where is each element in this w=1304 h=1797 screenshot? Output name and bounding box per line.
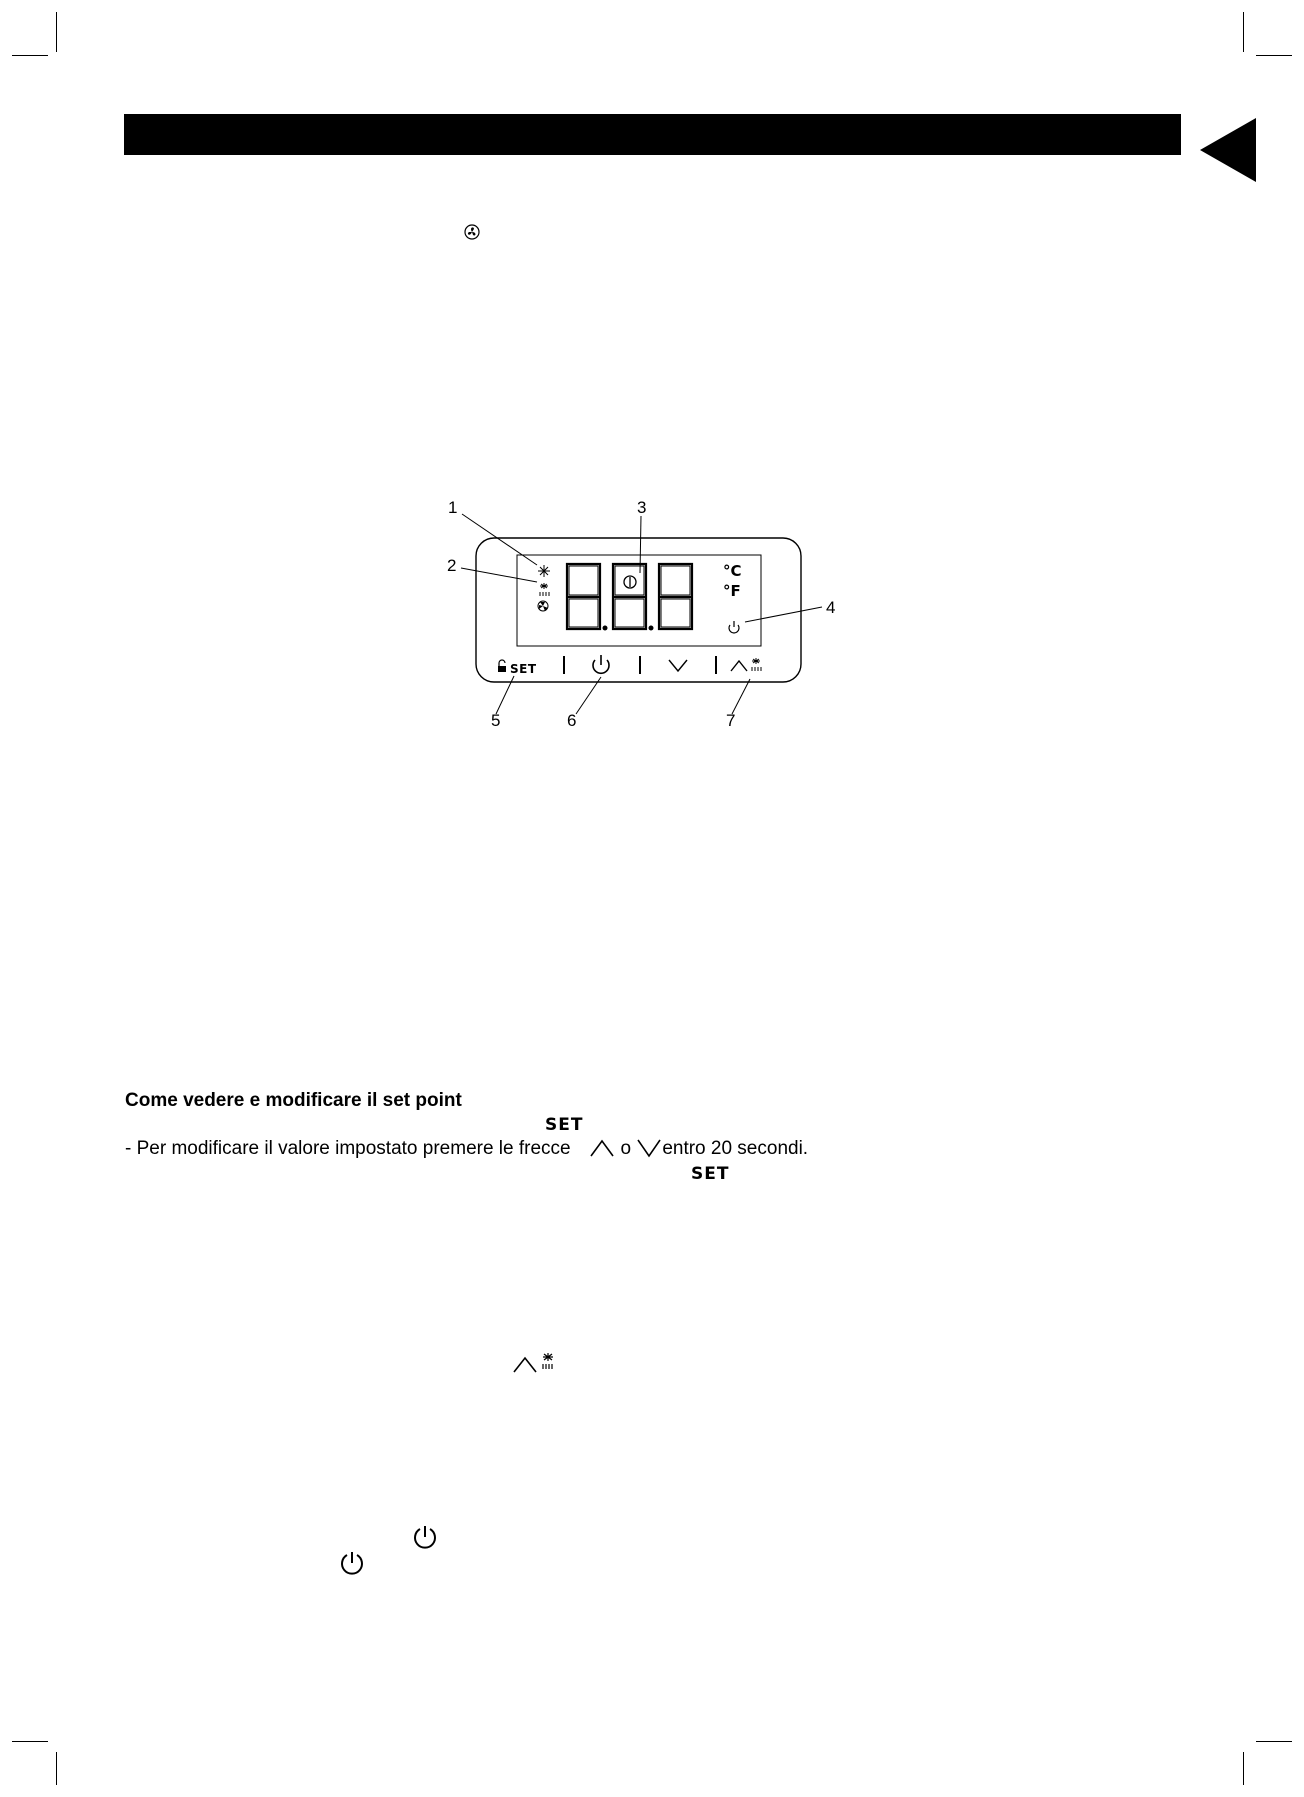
section-heading: Come vedere e modificare il set point xyxy=(125,1090,462,1111)
crop-mark-top-left-v xyxy=(56,12,57,52)
instruction-middle: o xyxy=(620,1138,632,1159)
set-label-2: SET xyxy=(691,1164,730,1184)
power-button[interactable] xyxy=(593,655,609,673)
power-icon-2 xyxy=(339,1550,365,1576)
snowflake-icon xyxy=(538,565,550,577)
power-icon xyxy=(412,1524,438,1550)
callout-7: 7 xyxy=(726,711,736,730)
fan-icon xyxy=(464,224,480,240)
crop-mark-bottom-left-v xyxy=(56,1752,57,1785)
crop-mark-bottom-left-h xyxy=(12,1741,48,1742)
unit-fahrenheit: °F xyxy=(723,582,741,600)
callout-4: 4 xyxy=(826,598,836,617)
crop-mark-top-right-h xyxy=(1256,55,1292,56)
lock-icon xyxy=(498,660,506,672)
unit-celsius: °C xyxy=(723,562,742,580)
callout-6: 6 xyxy=(567,711,577,730)
instruction-suffix: entro 20 secondi. xyxy=(662,1138,809,1159)
fan-indicator-icon xyxy=(538,601,548,611)
crop-mark-top-right-v xyxy=(1243,12,1244,52)
display-digits xyxy=(567,564,692,629)
set-button[interactable]: SET xyxy=(510,662,537,676)
header-black-bar xyxy=(124,114,1181,155)
callout-1: 1 xyxy=(448,498,458,517)
controller-outline xyxy=(476,538,801,682)
callout-2: 2 xyxy=(447,556,457,575)
defrost-icon xyxy=(540,583,549,596)
instruction-prefix: - Per modificare il valore impostato premere le frecce xyxy=(125,1138,571,1159)
callout-5: 5 xyxy=(491,711,501,730)
chevron-down-icon xyxy=(636,1138,662,1158)
chevron-up-button[interactable] xyxy=(731,661,747,671)
page-tab-triangle-icon xyxy=(1200,118,1256,182)
crop-mark-bottom-right-v xyxy=(1243,1752,1244,1785)
crop-mark-bottom-right-h xyxy=(1256,1741,1292,1742)
chevron-down-button[interactable] xyxy=(669,660,687,671)
set-label-1: SET xyxy=(545,1115,584,1135)
callout-3: 3 xyxy=(637,498,647,517)
instruction-line xyxy=(125,1138,808,1160)
controller-diagram xyxy=(440,496,840,736)
crop-mark-top-left-h xyxy=(12,55,48,56)
chevron-up-defrost-icon xyxy=(512,1350,564,1376)
power-standby-icon xyxy=(729,621,739,633)
chevron-up-icon xyxy=(589,1138,615,1158)
defrost-small-icon xyxy=(752,658,761,671)
